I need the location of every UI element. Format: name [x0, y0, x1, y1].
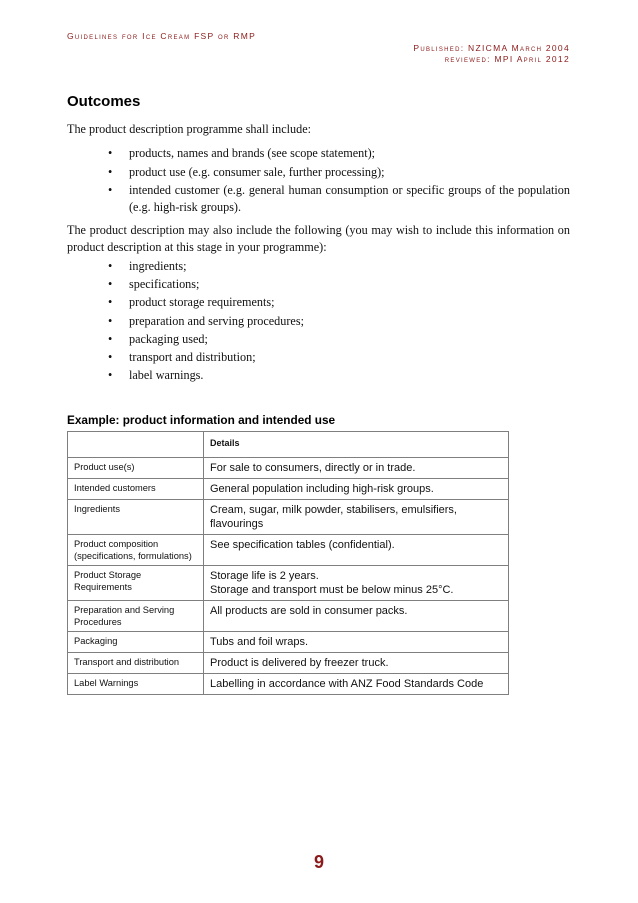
- list-item: • label warnings.: [108, 368, 204, 383]
- list-item: • transport and distribution;: [108, 349, 256, 364]
- row-value: General population including high-risk groups.: [204, 479, 509, 500]
- section-title: Outcomes: [67, 93, 141, 110]
- table-header-blank: [68, 432, 204, 458]
- outcomes-list: [108, 145, 570, 218]
- row-label: Product composition (specifications, formulations): [68, 535, 204, 566]
- row-value: Cream, sugar, milk powder, stabilisers, emulsifiers, flavourings: [204, 500, 509, 535]
- row-label: Product Storage Requirements: [68, 566, 204, 601]
- list-item: • product storage requirements;: [108, 295, 275, 310]
- product-info-table: [67, 431, 509, 695]
- example-title: Example: product information and intended use: [67, 413, 336, 427]
- row-label: Transport and distribution: [68, 653, 204, 674]
- bullet-icon: •: [108, 183, 113, 197]
- bullet-icon: •: [108, 295, 113, 310]
- header-reviewed: reviewed: MPI April 2012: [444, 54, 570, 64]
- table-row: [68, 535, 509, 566]
- row-label: Ingredients: [68, 500, 204, 535]
- header-published: Published: NZICMA March 2004: [413, 43, 570, 53]
- table-row: [68, 479, 509, 500]
- bullet-icon: •: [108, 164, 113, 179]
- row-value: Tubs and foil wraps.: [204, 632, 509, 653]
- header-document-title: Guidelines for Ice Cream FSP or RMP: [67, 31, 257, 41]
- table-row: [68, 601, 509, 632]
- row-label: Preparation and Serving Procedures: [68, 601, 204, 632]
- list-item: • preparation and serving procedures;: [108, 313, 304, 328]
- list-item: • specifications;: [108, 277, 200, 292]
- row-value: Labelling in accordance with ANZ Food Standards Code: [204, 674, 509, 695]
- bullet-icon: •: [108, 368, 113, 383]
- row-value: Storage life is 2 years. Storage and transport must be below minus 25°C.: [204, 566, 509, 601]
- list-item: • product use (e.g. consumer sale, further processing);: [108, 164, 385, 179]
- bullet-icon: •: [108, 313, 113, 328]
- row-value: All products are sold in consumer packs.: [204, 601, 509, 632]
- table-row: [68, 632, 509, 653]
- list-item: • intended customer (e.g. general human consumption or specific groups of the population (e.g. high-risk groups).: [108, 183, 570, 214]
- optional-info-list: [108, 258, 429, 385]
- bullet-icon: •: [108, 277, 113, 292]
- row-label: Packaging: [68, 632, 204, 653]
- list-item: • packaging used;: [108, 331, 208, 346]
- row-label: Label Warnings: [68, 674, 204, 695]
- table-row: [68, 566, 509, 601]
- row-value: Product is delivered by freezer truck.: [204, 653, 509, 674]
- table-row: [68, 500, 509, 535]
- table-header-details: Details: [204, 432, 509, 458]
- bullet-icon: •: [108, 259, 113, 273]
- row-value: For sale to consumers, directly or in trade.: [204, 458, 509, 479]
- table-header-row: [68, 432, 509, 458]
- table-row: [68, 653, 509, 674]
- table-row: [68, 674, 509, 695]
- list-item: • products, names and brands (see scope statement);: [108, 146, 376, 160]
- bullet-icon: •: [108, 349, 113, 364]
- table-row: [68, 458, 509, 479]
- optional-info-paragraph: The product description may also include the following (you may wish to include this information on product description at this stage in your programme):: [67, 223, 570, 254]
- row-label: Product use(s): [68, 458, 204, 479]
- bullet-icon: •: [108, 331, 113, 346]
- page-number: 9: [313, 852, 324, 872]
- bullet-icon: •: [108, 146, 113, 160]
- row-label: Intended customers: [68, 479, 204, 500]
- intro-paragraph: The product description programme shall include:: [67, 122, 312, 136]
- list-item: • ingredients;: [108, 259, 187, 273]
- row-value: See specification tables (confidential).: [204, 535, 509, 566]
- header-publication-info: [413, 43, 570, 65]
